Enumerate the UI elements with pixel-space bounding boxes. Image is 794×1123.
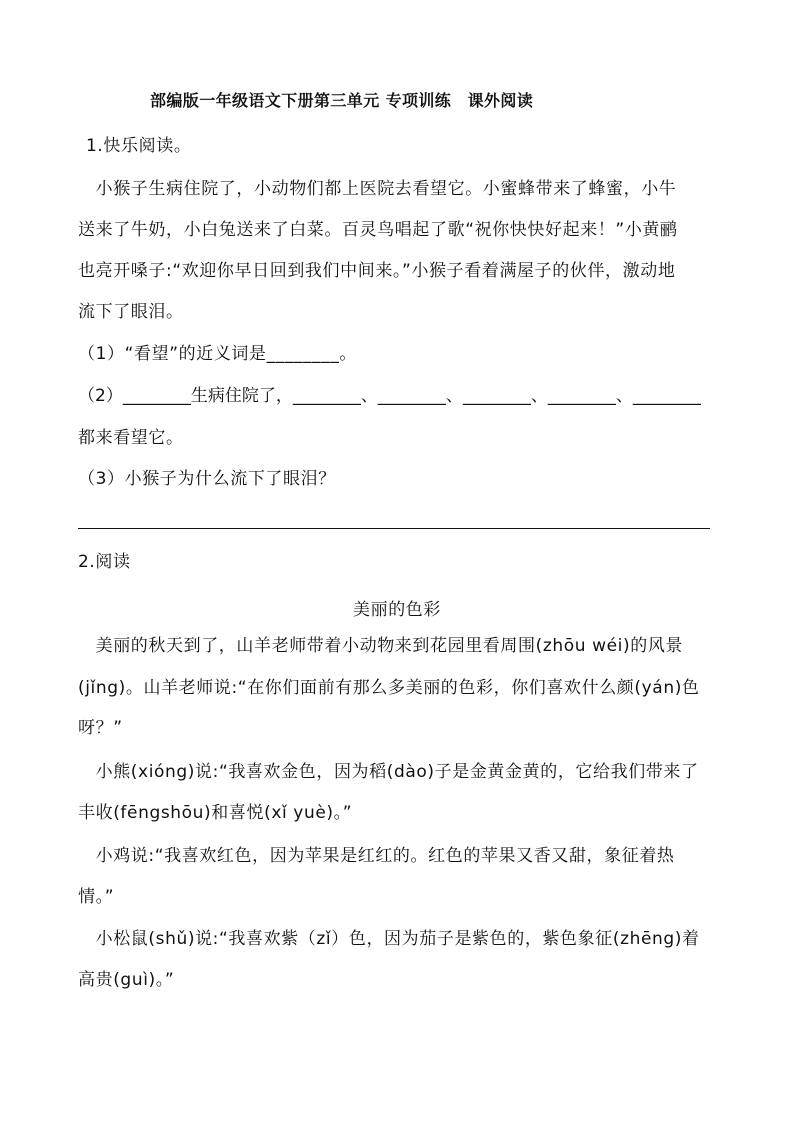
question-1: （1）“看望”的近义词是________。 — [78, 344, 358, 364]
passage1-line: 流下了眼泪。 — [78, 302, 184, 322]
page-title: 部编版一年级语文下册第三单元 专项训练 课外阅读 — [150, 91, 534, 110]
passage2-line: 高贵(guì)。” — [78, 970, 175, 990]
answer-line — [78, 528, 710, 529]
passage2-line: 呀？” — [78, 718, 123, 738]
passage2-line: 丰收(fēngshōu)和喜悦(xǐ yuè)。” — [78, 803, 353, 823]
passage2-line: 美丽的秋天到了，山羊老师带着小动物来到花园里看周围(zhōu wéi)的风景 — [78, 636, 684, 656]
section2-heading: 2.阅读 — [78, 552, 131, 572]
passage1-line: 也亮开嗓子:“欢迎你早日回到我们中间来。”小猴子看着满屋子的伙伴，激动地 — [78, 261, 676, 281]
question-2-continued: 都来看望它。 — [78, 428, 184, 448]
passage2-line: 情。” — [78, 887, 115, 907]
question-2: （2）________生病住院了，________、________、________、________、________ — [78, 386, 701, 406]
passage2-line: 小鸡说:“我喜欢红色，因为苹果是红红的。红色的苹果又香又甜，象征着热 — [78, 846, 675, 866]
section1-heading: 1.快乐阅读。 — [86, 136, 192, 156]
story-title: 美丽的色彩 — [353, 600, 441, 620]
passage2-line: 小熊(xióng)说:“我喜欢金色，因为稻(dào)子是金黄金黄的，它给我们带来了 — [78, 762, 699, 782]
passage2-line: (jǐng)。山羊老师说:“在你们面前有那么多美丽的色彩，你们喜欢什么颜(yán)色 — [78, 678, 700, 698]
passage1-line: 送来了牛奶，小白兔送来了白菜。百灵鸟唱起了歌“祝你快快好起来！”小黄鹂 — [78, 220, 678, 240]
passage2-line: 小松鼠(shǔ)说:“我喜欢紫（zǐ）色，因为茄子是紫色的，紫色象征(zhēng)着 — [78, 929, 700, 949]
question-3: （3）小猴子为什么流下了眼泪？ — [78, 469, 336, 489]
passage1-line: 小猴子生病住院了，小动物们都上医院去看望它。小蜜蜂带来了蜂蜜，小牛 — [78, 179, 677, 199]
